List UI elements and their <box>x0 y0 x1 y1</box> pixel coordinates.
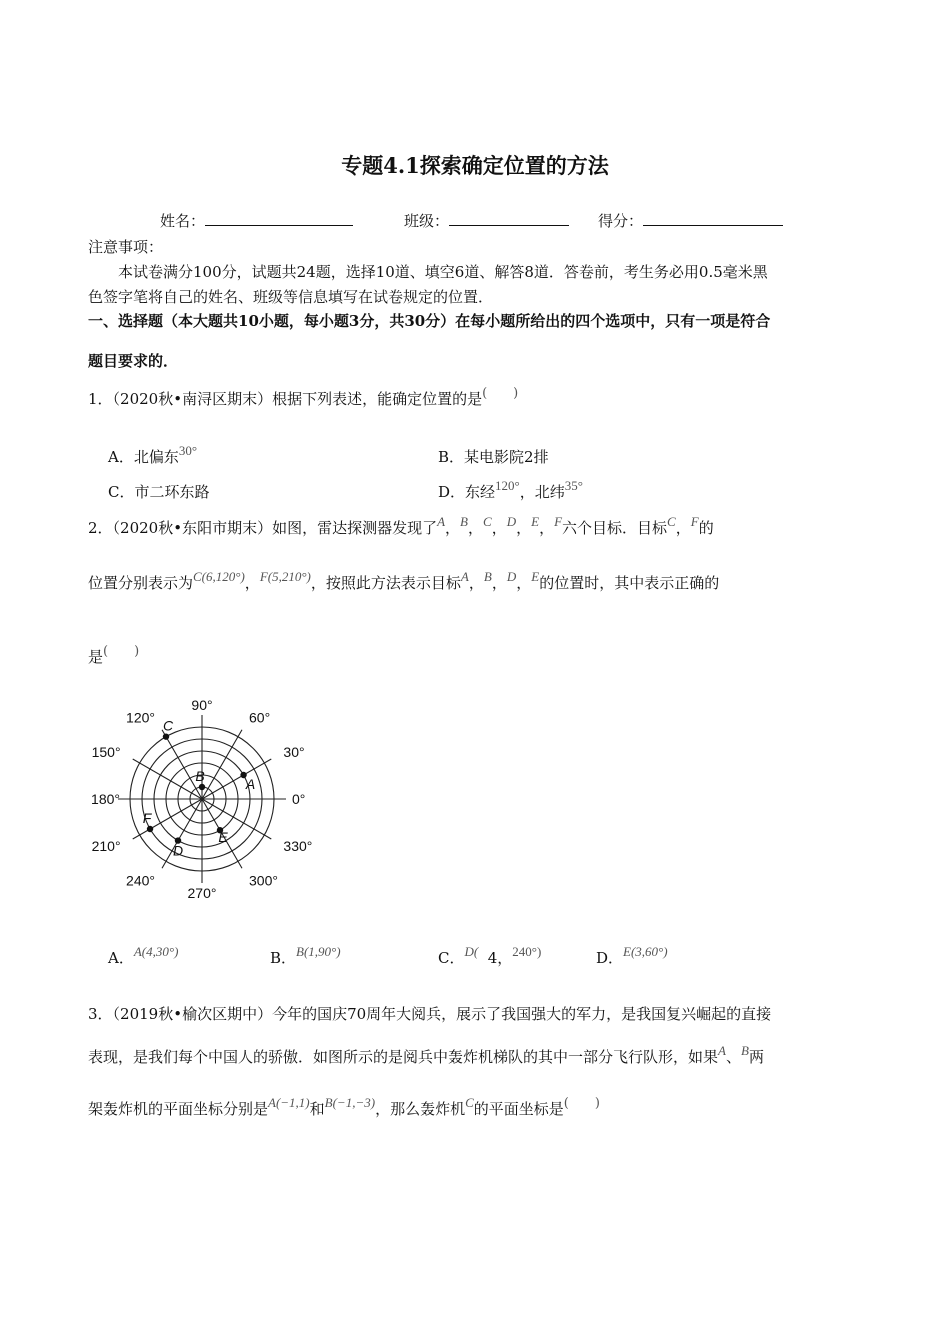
radar-angle-label: 240° <box>126 872 155 889</box>
radar-angle-label: 300° <box>249 872 278 889</box>
q2-option-d: D．E(3,60°) <box>596 944 668 967</box>
radar-point-c <box>163 733 169 739</box>
q2-line-3: 是( ) <box>88 644 140 666</box>
q2-option-a: A．A(4,30°) <box>108 944 179 967</box>
radar-point-b <box>199 784 205 790</box>
name-blank <box>205 211 353 226</box>
radar-angle-label: 90° <box>191 697 213 713</box>
radar-angle-label: 330° <box>283 838 313 854</box>
q1-stem: 1．（2020秋•南浔区期末）根据下列表述，能确定位置的是( ) <box>88 386 519 408</box>
q2-line-1: 2．（2020秋•东阳市期末）如图，雷达探测器发现了A，B，C，D，E，F六个目标．目标C，F的 <box>88 514 714 537</box>
q2-option-b: B．B(1,90°) <box>270 944 341 967</box>
radar-angle-label: 60° <box>249 709 271 726</box>
q3-line-1: 3．（2019秋•榆次区期中）今年的国庆70周年大阅兵，展示了我国强大的军力，是我国复兴崛起的直接 <box>88 1005 772 1023</box>
q3-line-2: 表现，是我们每个中国人的骄傲．如图所示的是阅兵中轰炸机梯队的其中一部分飞行队形，如果A、B两 <box>88 1043 764 1066</box>
radar-diagram <box>84 695 324 910</box>
page-title: 专题4.1探索确定位置的方法 <box>341 153 609 178</box>
q1-option-c: C．市二环东路 <box>108 483 210 501</box>
class-blank <box>449 211 569 226</box>
radar-point-label: F <box>142 810 152 826</box>
class-label: 班级： <box>404 210 569 231</box>
radar-point-label: C <box>162 717 174 734</box>
score-label: 得分： <box>598 210 783 231</box>
q1-option-b: B．某电影院2排 <box>438 448 549 466</box>
notice-heading: 注意事项： <box>88 238 164 256</box>
radar-angle-label: 0° <box>292 791 306 807</box>
radar-angle-label: 150° <box>91 744 121 760</box>
q1-option-a: A．北偏东30° <box>108 443 198 466</box>
radar-point-f <box>147 826 153 832</box>
notice-line-1: 本试卷满分100分，试题共24题，选择10道、填空6道、解答8道．答卷前，考生务必用0.5毫米黑 <box>118 263 768 281</box>
radar-point-label: E <box>218 829 228 846</box>
name-label: 姓名： <box>160 210 353 231</box>
radar-point-label: A <box>245 776 256 792</box>
q2-line-2: 位置分别表示为C(6,120°)，F(5,210°)，按照此方法表示目标A，B，D，E的位置时，其中表示正确的 <box>88 569 720 592</box>
radar-point-label: B <box>195 768 205 784</box>
q1-option-d: D．东经120°，北纬35° <box>438 478 583 501</box>
radar-point-label: D <box>172 842 184 859</box>
section-heading-line-2: 题目要求的． <box>88 352 179 370</box>
score-blank <box>643 211 783 226</box>
radar-angle-label: 120° <box>126 709 155 726</box>
q2-option-c: C．D( 4，240°) <box>438 944 542 967</box>
radar-angle-label: 210° <box>91 838 121 854</box>
radar-rays <box>118 715 286 883</box>
notice-line-2: 色签字笔将自己的姓名、班级等信息填写在试卷规定的位置． <box>88 288 494 306</box>
radar-angle-label: 30° <box>283 744 305 760</box>
q3-line-3: 架轰炸机的平面坐标分别是A(−1,1)和B(−1,−3)，那么轰炸机C的平面坐标是( ) <box>88 1095 600 1118</box>
radar-angle-label: 270° <box>187 885 217 901</box>
section-heading-line-1: 一、选择题（本大题共10小题，每小题3分，共30分）在每小题所给出的四个选项中，只有一项是符合 <box>88 312 771 330</box>
radar-angle-label: 180° <box>91 791 120 807</box>
